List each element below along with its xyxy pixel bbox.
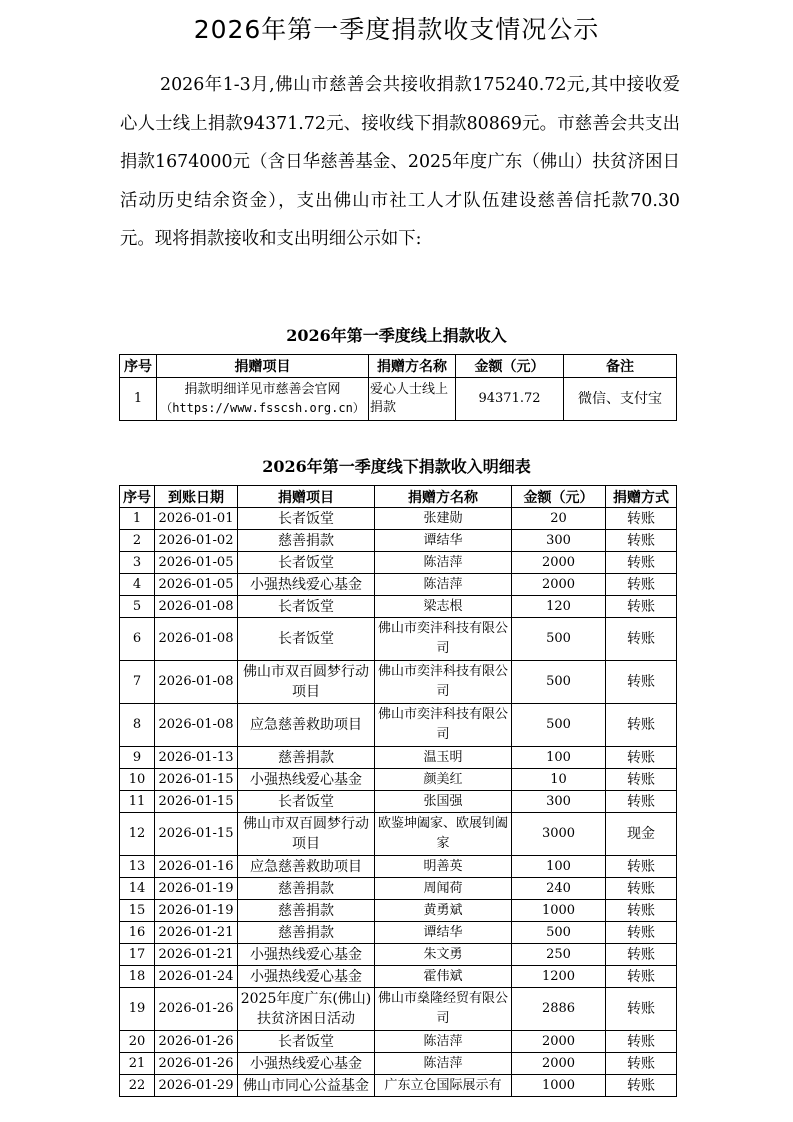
offline-donation-table: [119, 485, 677, 1097]
cell-method: 转账: [606, 922, 677, 944]
cell-project: 慈善捐款: [238, 922, 375, 944]
table-row: [120, 1053, 677, 1075]
col-header-date: 到账日期: [155, 486, 238, 508]
cell-no: 2: [120, 530, 155, 552]
cell-donor: 梁志根: [375, 596, 512, 618]
cell-donor: 爱心人士线上捐款: [369, 378, 456, 421]
cell-amount: 2000: [512, 574, 606, 596]
cell-method: 转账: [606, 618, 677, 661]
cell-amount: 94371.72: [456, 378, 564, 421]
cell-date: 2026-01-21: [155, 922, 238, 944]
cell-date: 2026-01-29: [155, 1075, 238, 1097]
cell-date: 2026-01-15: [155, 813, 238, 856]
cell-method: 转账: [606, 966, 677, 988]
cell-date: 2026-01-05: [155, 552, 238, 574]
table-row: [120, 791, 677, 813]
table-row: [120, 661, 677, 704]
table-row: [120, 922, 677, 944]
cell-amount: 500: [512, 704, 606, 747]
cell-donor: 周闻荷: [375, 878, 512, 900]
table-row: [120, 747, 677, 769]
table-row: [120, 878, 677, 900]
cell-amount: 100: [512, 747, 606, 769]
cell-project: 长者饭堂: [238, 552, 375, 574]
table-row: [120, 966, 677, 988]
cell-amount: 20: [512, 508, 606, 530]
table-header-row: [120, 355, 677, 378]
col-header-amount: 金额（元）: [456, 355, 564, 378]
cell-donor: 欧鉴坤阖家、欧展钊阖家: [375, 813, 512, 856]
col-header-amount: 金额（元）: [512, 486, 606, 508]
cell-date: 2026-01-15: [155, 769, 238, 791]
cell-no: 12: [120, 813, 155, 856]
offline-table-body: [120, 508, 677, 1097]
cell-no: 5: [120, 596, 155, 618]
cell-method: 转账: [606, 552, 677, 574]
cell-project: 小强热线爱心基金: [238, 769, 375, 791]
cell-no: 4: [120, 574, 155, 596]
cell-amount: 120: [512, 596, 606, 618]
col-header-donor: 捐赠方名称: [369, 355, 456, 378]
cell-date: 2026-01-21: [155, 944, 238, 966]
table-row: [120, 618, 677, 661]
cell-donor: 明善英: [375, 856, 512, 878]
cell-project: 慈善捐款: [238, 878, 375, 900]
offline-table-caption: 2026年第一季度线下捐款收入明细表: [262, 457, 531, 476]
cell-amount: 250: [512, 944, 606, 966]
cell-project: 长者饭堂: [238, 596, 375, 618]
cell-project: 长者饭堂: [238, 508, 375, 530]
cell-method: 转账: [606, 530, 677, 552]
table-row: [120, 988, 677, 1031]
cell-no: 16: [120, 922, 155, 944]
cell-donor: 霍伟斌: [375, 966, 512, 988]
cell-method: 转账: [606, 900, 677, 922]
cell-no: 11: [120, 791, 155, 813]
cell-date: 2026-01-16: [155, 856, 238, 878]
cell-amount: 240: [512, 878, 606, 900]
cell-project: 小强热线爱心基金: [238, 1053, 375, 1075]
cell-no: 8: [120, 704, 155, 747]
cell-project: 小强热线爱心基金: [238, 966, 375, 988]
cell-donor: 黄勇斌: [375, 900, 512, 922]
cell-project: 应急慈善救助项目: [238, 856, 375, 878]
cell-date: 2026-01-19: [155, 878, 238, 900]
cell-date: 2026-01-26: [155, 1053, 238, 1075]
cell-donor: 张建勋: [375, 508, 512, 530]
cell-no: 20: [120, 1031, 155, 1053]
cell-method: 转账: [606, 1053, 677, 1075]
cell-method: 转账: [606, 574, 677, 596]
cell-no: 7: [120, 661, 155, 704]
online-donation-table: [119, 354, 677, 421]
intro-paragraph: 2026年1-3月,佛山市慈善会共接收捐款175240.72元,其中接收爱心人士线上捐款94371.72元、接收线下捐款80869元。市慈善会共支出捐款1674000元（含日华慈善基金、2025年度广东（佛山）扶贫济困日活动历史结余资金），支出佛山市社工人才队伍建设慈善信托款70.30元。现将捐款接收和支出明细公示如下:: [120, 75, 680, 249]
cell-method: 转账: [606, 791, 677, 813]
cell-date: 2026-01-08: [155, 596, 238, 618]
official-site-url: （https://www.fsscsh.org.cn）: [160, 401, 365, 415]
table-row: [120, 944, 677, 966]
cell-method: 转账: [606, 856, 677, 878]
cell-no: 14: [120, 878, 155, 900]
cell-date: 2026-01-05: [155, 574, 238, 596]
cell-no: 9: [120, 747, 155, 769]
cell-no: 22: [120, 1075, 155, 1097]
cell-date: 2026-01-26: [155, 1031, 238, 1053]
cell-project: 2025年度广东(佛山)扶贫济困日活动: [238, 988, 375, 1031]
col-header-note: 备注: [564, 355, 677, 378]
cell-date: 2026-01-15: [155, 791, 238, 813]
cell-donor: 佛山市燊隆经贸有限公司: [375, 988, 512, 1031]
cell-no: 6: [120, 618, 155, 661]
cell-donor: 陈洁萍: [375, 574, 512, 596]
cell-amount: 100: [512, 856, 606, 878]
table-row: [120, 856, 677, 878]
cell-amount: 500: [512, 661, 606, 704]
cell-no: 10: [120, 769, 155, 791]
cell-date: 2026-01-08: [155, 618, 238, 661]
cell-amount: 300: [512, 530, 606, 552]
cell-method: 转账: [606, 1031, 677, 1053]
cell-method: 转账: [606, 878, 677, 900]
cell-date: 2026-01-24: [155, 966, 238, 988]
cell-donor: 佛山市奕沣科技有限公司: [375, 661, 512, 704]
cell-note: 微信、支付宝: [564, 378, 677, 421]
cell-no: 17: [120, 944, 155, 966]
cell-donor: 佛山市奕沣科技有限公司: [375, 704, 512, 747]
cell-no: 18: [120, 966, 155, 988]
cell-method: 转账: [606, 661, 677, 704]
cell-no: 1: [120, 508, 155, 530]
cell-project: 慈善捐款: [238, 530, 375, 552]
table-row: [120, 704, 677, 747]
cell-project: 佛山市双百圆梦行动项目: [238, 813, 375, 856]
cell-method: 转账: [606, 596, 677, 618]
cell-amount: 500: [512, 618, 606, 661]
cell-date: 2026-01-02: [155, 530, 238, 552]
col-header-donor: 捐赠方名称: [375, 486, 512, 508]
cell-method: 转账: [606, 508, 677, 530]
cell-project: 应急慈善救助项目: [238, 704, 375, 747]
cell-project: [157, 378, 369, 421]
cell-date: 2026-01-08: [155, 704, 238, 747]
cell-project: 长者饭堂: [238, 791, 375, 813]
cell-donor: 谭结华: [375, 530, 512, 552]
cell-method: 转账: [606, 704, 677, 747]
cell-donor: 佛山市奕沣科技有限公司: [375, 618, 512, 661]
cell-amount: 300: [512, 791, 606, 813]
cell-method: 转账: [606, 988, 677, 1031]
cell-date: 2026-01-08: [155, 661, 238, 704]
cell-project: 小强热线爱心基金: [238, 574, 375, 596]
cell-donor: 颜美红: [375, 769, 512, 791]
cell-amount: 1200: [512, 966, 606, 988]
table-row: [120, 552, 677, 574]
cell-method: 转账: [606, 747, 677, 769]
cell-donor: 陈洁萍: [375, 552, 512, 574]
table-row: [120, 813, 677, 856]
table-row: [120, 530, 677, 552]
cell-method: 转账: [606, 944, 677, 966]
cell-no: 13: [120, 856, 155, 878]
cell-donor: 陈洁萍: [375, 1053, 512, 1075]
table-row: [120, 769, 677, 791]
cell-no: 3: [120, 552, 155, 574]
cell-method: 现金: [606, 813, 677, 856]
table-row: [120, 508, 677, 530]
col-header-project: 捐赠项目: [238, 486, 375, 508]
table-row: [120, 1031, 677, 1053]
cell-donor: 张国强: [375, 791, 512, 813]
cell-no: 1: [120, 378, 157, 421]
cell-amount: 1000: [512, 900, 606, 922]
cell-project: 慈善捐款: [238, 900, 375, 922]
cell-amount: 2886: [512, 988, 606, 1031]
col-header-method: 捐赠方式: [606, 486, 677, 508]
cell-donor: 朱文勇: [375, 944, 512, 966]
cell-amount: 10: [512, 769, 606, 791]
cell-amount: 500: [512, 922, 606, 944]
cell-amount: 2000: [512, 1031, 606, 1053]
cell-donor: 陈洁萍: [375, 1031, 512, 1053]
cell-amount: 3000: [512, 813, 606, 856]
online-table-caption: 2026年第一季度线上捐款收入: [286, 326, 507, 345]
cell-no: 19: [120, 988, 155, 1031]
cell-project: 慈善捐款: [238, 747, 375, 769]
table-row: [120, 378, 677, 421]
cell-project: 佛山市同心公益基金: [238, 1075, 375, 1097]
cell-donor: 广东立仓国际展示有: [375, 1075, 512, 1097]
table-row: [120, 574, 677, 596]
cell-no: 15: [120, 900, 155, 922]
cell-date: 2026-01-13: [155, 747, 238, 769]
page-title: 2026年第一季度捐款收支情况公示: [193, 15, 600, 44]
table-row: [120, 1075, 677, 1097]
table-row: [120, 596, 677, 618]
cell-no: 21: [120, 1053, 155, 1075]
cell-project: 长者饭堂: [238, 1031, 375, 1053]
cell-amount: 2000: [512, 552, 606, 574]
col-header-no: 序号: [120, 486, 155, 508]
project-line-1: 捐款明细详见市慈善会官网: [184, 382, 341, 397]
cell-amount: 2000: [512, 1053, 606, 1075]
table-row: [120, 900, 677, 922]
cell-method: 转账: [606, 1075, 677, 1097]
col-header-no: 序号: [120, 355, 157, 378]
cell-date: 2026-01-01: [155, 508, 238, 530]
cell-method: 转账: [606, 769, 677, 791]
cell-project: 长者饭堂: [238, 618, 375, 661]
cell-donor: 温玉明: [375, 747, 512, 769]
cell-date: 2026-01-19: [155, 900, 238, 922]
cell-amount: 1000: [512, 1075, 606, 1097]
cell-date: 2026-01-26: [155, 988, 238, 1031]
cell-project: 佛山市双百圆梦行动项目: [238, 661, 375, 704]
cell-donor: 谭结华: [375, 922, 512, 944]
col-header-project: 捐赠项目: [157, 355, 369, 378]
cell-project: 小强热线爱心基金: [238, 944, 375, 966]
table-header-row: [120, 486, 677, 508]
